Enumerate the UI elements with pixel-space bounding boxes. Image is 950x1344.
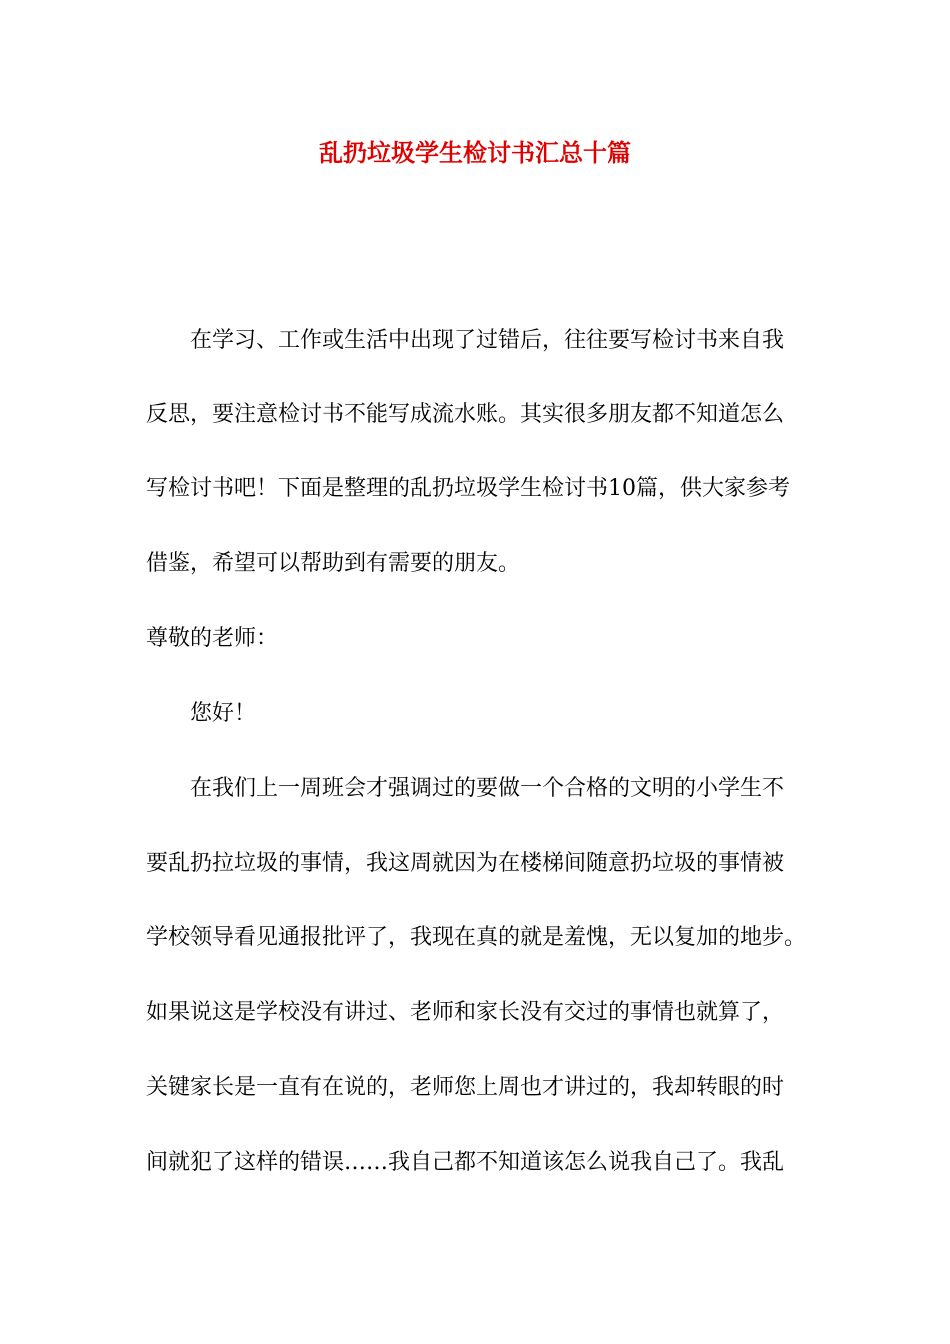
body-line-12: 间就犯了这样的错误……我自己都不知道该怎么说我自己了。我乱 xyxy=(146,1150,785,1175)
body-line-7: 在我们上一周班会才强调过的要做一个合格的文明的小学生不 xyxy=(190,776,785,801)
body-line-4: 借鉴，希望可以帮助到有需要的朋友。 xyxy=(146,551,521,576)
body-line-3: 写检讨书吧！下面是整理的乱扔垃圾学生检讨书10篇，供大家参考 xyxy=(146,476,790,501)
body-line-10: 如果说这是学校没有讲过、老师和家长没有交过的事情也就算了， xyxy=(146,1000,785,1025)
body-line-9: 学校领导看见通报批评了，我现在真的就是羞愧，无以复加的地步。 xyxy=(146,925,807,950)
body-line-1: 在学习、工作或生活中出现了过错后，往往要写检讨书来自我 xyxy=(190,328,785,353)
greeting: 您好！ xyxy=(190,701,257,726)
body-line-11: 关键家长是一直有在说的，老师您上周也才讲过的，我却转眼的时 xyxy=(146,1075,785,1100)
document-title: 乱扔垃圾学生检讨书汇总十篇 xyxy=(319,138,631,167)
body-line-8: 要乱扔拉垃圾的事情，我这周就因为在楼梯间随意扔垃圾的事情被 xyxy=(146,851,785,876)
body-line-2: 反思，要注意检讨书不能写成流水账。其实很多朋友都不知道怎么 xyxy=(146,402,785,427)
salutation: 尊敬的老师： xyxy=(146,626,279,651)
